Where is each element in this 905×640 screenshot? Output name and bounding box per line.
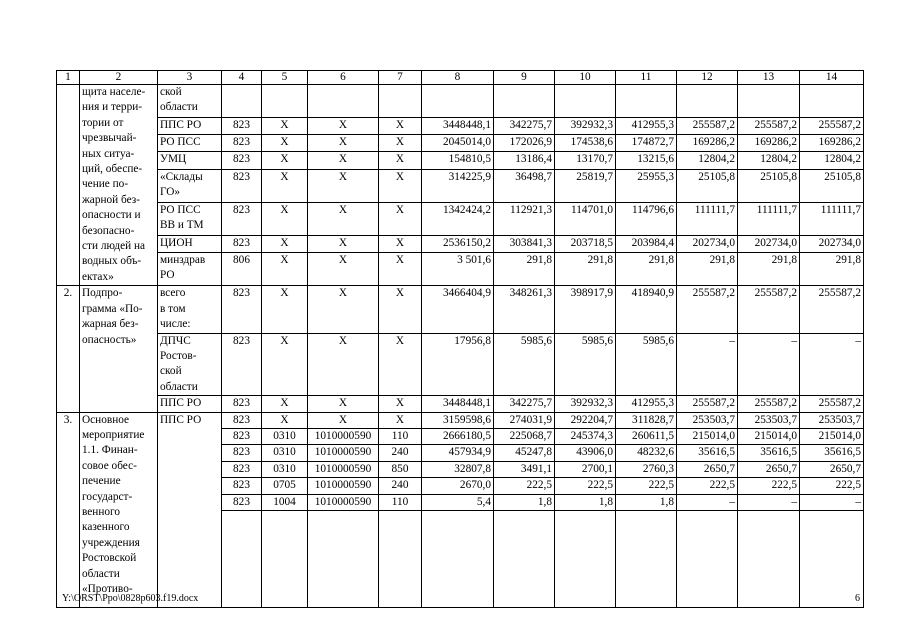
- table-cell-col4: 823: [222, 333, 262, 396]
- table-cell-col12: 111111,7: [677, 202, 738, 235]
- table-cell-col5: Х: [262, 253, 308, 286]
- table-cell-col4: 823: [222, 478, 262, 494]
- table-cell-col9: 1,8: [494, 494, 555, 510]
- table-cell-col8: 32807,8: [422, 461, 494, 477]
- table-cell-col9: 172026,9: [494, 135, 555, 152]
- table-cell-col9: [494, 85, 555, 118]
- table-cell-col4: 823: [222, 396, 262, 412]
- table-cell-col4: 823: [222, 118, 262, 135]
- program-name-cell: Основное мероприятие 1.1. Финан- совое обес- печение государст- венного казенного учреждения Ростовской области «Противо-: [80, 412, 158, 607]
- table-cell-col14: [800, 85, 864, 118]
- table-cell-col5: [262, 85, 308, 118]
- table-cell-col12: [677, 85, 738, 118]
- header-cell-5: 5: [262, 71, 308, 85]
- table-cell-col12: 169286,2: [677, 135, 738, 152]
- table-cell-col9: 291,8: [494, 253, 555, 286]
- table-cell-col14: 169286,2: [800, 135, 864, 152]
- table-cell-col10: 43906,0: [555, 445, 616, 461]
- table-cell-col12: 255587,2: [677, 118, 738, 135]
- table-cell-col5: 0310: [262, 445, 308, 461]
- document-path: Y:\ORST\Ppo\0828p603.f19.docx: [62, 593, 199, 604]
- table-cell-col4: [222, 510, 262, 607]
- table-cell-col10: [555, 510, 616, 607]
- header-cell-9: 9: [494, 71, 555, 85]
- table-cell-col7: Х: [379, 412, 422, 428]
- table-cell-col11: [616, 510, 677, 607]
- header-cell-14: 14: [800, 71, 864, 85]
- table-cell-col7: Х: [379, 152, 422, 169]
- table-cell-col5: 0705: [262, 478, 308, 494]
- table-cell-col5: Х: [262, 333, 308, 396]
- table-row: [57, 152, 864, 169]
- executor-cell: УМЦ: [158, 152, 222, 169]
- table-cell-col12: –: [677, 333, 738, 396]
- table-cell-col9: 13186,4: [494, 152, 555, 169]
- table-row: [57, 286, 864, 333]
- table-row: [57, 333, 864, 396]
- table-cell-col14: 255587,2: [800, 396, 864, 412]
- table-cell-col10: 1,8: [555, 494, 616, 510]
- table-cell-col8: 1342424,2: [422, 202, 494, 235]
- table-cell-col9: 342275,7: [494, 396, 555, 412]
- table-cell-col8: [422, 510, 494, 607]
- header-cell-1: 1: [57, 71, 80, 85]
- table-cell-col11: 2760,3: [616, 461, 677, 477]
- table-row: [57, 396, 864, 412]
- table-cell-col14: 255587,2: [800, 118, 864, 135]
- table-cell-col8: 3448448,1: [422, 396, 494, 412]
- table-cell-col8: [422, 85, 494, 118]
- table-cell-col7: Х: [379, 333, 422, 396]
- header-cell-11: 11: [616, 71, 677, 85]
- table-cell-col12: 35616,5: [677, 445, 738, 461]
- table-cell-col7: 110: [379, 428, 422, 444]
- table-cell-col8: 457934,9: [422, 445, 494, 461]
- table-cell-col12: 253503,7: [677, 412, 738, 428]
- header-cell-4: 4: [222, 71, 262, 85]
- row-number-cell: 2.: [57, 286, 80, 412]
- table-cell-col7: [379, 85, 422, 118]
- table-cell-col10: 292204,7: [555, 412, 616, 428]
- executor-cell: ЦИОН: [158, 235, 222, 252]
- table-cell-col8: 2666180,5: [422, 428, 494, 444]
- table-cell-col13: 35616,5: [738, 445, 800, 461]
- table-cell-col14: 25105,8: [800, 169, 864, 202]
- executor-cell: ППС РО: [158, 412, 222, 607]
- table-cell-col10: 398917,9: [555, 286, 616, 333]
- table-cell-col6: Х: [308, 333, 379, 396]
- table-cell-col12: 215014,0: [677, 428, 738, 444]
- table-cell-col13: 291,8: [738, 253, 800, 286]
- table-cell-col9: 274031,9: [494, 412, 555, 428]
- table-row: [57, 202, 864, 235]
- table-cell-col10: 2700,1: [555, 461, 616, 477]
- table-cell-col13: [738, 85, 800, 118]
- table-cell-col10: 5985,6: [555, 333, 616, 396]
- table-cell-col6: Х: [308, 152, 379, 169]
- table-cell-col13: 255587,2: [738, 118, 800, 135]
- table-cell-col8: 5,4: [422, 494, 494, 510]
- table-cell-col5: Х: [262, 412, 308, 428]
- table-cell-col12: 25105,8: [677, 169, 738, 202]
- table-cell-col11: 5985,6: [616, 333, 677, 396]
- table-cell-col13: –: [738, 333, 800, 396]
- table-cell-col11: 291,8: [616, 253, 677, 286]
- table-cell-col6: 1010000590: [308, 428, 379, 444]
- table-cell-col6: 1010000590: [308, 445, 379, 461]
- table-cell-col13: 255587,2: [738, 286, 800, 333]
- table-cell-col10: 245374,3: [555, 428, 616, 444]
- table-cell-col13: 12804,2: [738, 152, 800, 169]
- table-cell-col10: 392932,3: [555, 396, 616, 412]
- table-cell-col10: 25819,7: [555, 169, 616, 202]
- table-cell-col14: 2650,7: [800, 461, 864, 477]
- table-cell-col11: 418940,9: [616, 286, 677, 333]
- page-number: 6: [855, 593, 860, 604]
- table-cell-col4: 823: [222, 135, 262, 152]
- table-cell-col9: 112921,3: [494, 202, 555, 235]
- table-cell-col11: [616, 85, 677, 118]
- table-cell-col5: Х: [262, 235, 308, 252]
- table-cell-col5: Х: [262, 169, 308, 202]
- table-cell-col6: 1010000590: [308, 478, 379, 494]
- table-cell-col5: Х: [262, 396, 308, 412]
- header-cell-3: 3: [158, 71, 222, 85]
- table-cell-col4: 823: [222, 169, 262, 202]
- header-cell-7: 7: [379, 71, 422, 85]
- table-cell-col13: 25105,8: [738, 169, 800, 202]
- row-number-cell: [57, 85, 80, 286]
- table-cell-col9: 303841,3: [494, 235, 555, 252]
- table-cell-col5: 1004: [262, 494, 308, 510]
- table-cell-col12: 222,5: [677, 478, 738, 494]
- table-cell-col8: 17956,8: [422, 333, 494, 396]
- table-cell-col6: Х: [308, 118, 379, 135]
- table-cell-col7: 240: [379, 445, 422, 461]
- table-cell-col11: 1,8: [616, 494, 677, 510]
- table-cell-col7: [379, 510, 422, 607]
- table-cell-col7: Х: [379, 118, 422, 135]
- executor-cell: РО ПСС ВВ и ТМ: [158, 202, 222, 235]
- executor-cell: всего в том числе:: [158, 286, 222, 333]
- executor-cell: ППС РО: [158, 118, 222, 135]
- executor-cell: ППС РО: [158, 396, 222, 412]
- table-cell-col10: 114701,0: [555, 202, 616, 235]
- table-cell-col5: 0310: [262, 428, 308, 444]
- table-cell-col9: 348261,3: [494, 286, 555, 333]
- executor-cell: РО ПСС: [158, 135, 222, 152]
- table-cell-col4: 823: [222, 202, 262, 235]
- header-cell-8: 8: [422, 71, 494, 85]
- table-cell-col7: Х: [379, 235, 422, 252]
- table-cell-col12: 255587,2: [677, 396, 738, 412]
- table-cell-col9: 222,5: [494, 478, 555, 494]
- table-cell-col7: 240: [379, 478, 422, 494]
- executor-cell: ДПЧС Ростов- ской области: [158, 333, 222, 396]
- table-cell-col8: 3448448,1: [422, 118, 494, 135]
- table-cell-col12: 202734,0: [677, 235, 738, 252]
- table-cell-col4: 823: [222, 152, 262, 169]
- table-cell-col6: 1010000590: [308, 494, 379, 510]
- header-cell-2: 2: [80, 71, 158, 85]
- table-cell-col14: –: [800, 494, 864, 510]
- table-cell-col8: 3159598,6: [422, 412, 494, 428]
- table-cell-col11: 13215,6: [616, 152, 677, 169]
- table-cell-col11: 222,5: [616, 478, 677, 494]
- table-cell-col6: Х: [308, 412, 379, 428]
- table-cell-col9: 5985,6: [494, 333, 555, 396]
- header-cell-10: 10: [555, 71, 616, 85]
- table-cell-col9: 36498,7: [494, 169, 555, 202]
- header-cell-13: 13: [738, 71, 800, 85]
- table-cell-col9: 3491,1: [494, 461, 555, 477]
- table-cell-col6: [308, 510, 379, 607]
- table-cell-col5: Х: [262, 118, 308, 135]
- table-cell-col13: 202734,0: [738, 235, 800, 252]
- table-row: [57, 85, 864, 118]
- table-cell-col10: [555, 85, 616, 118]
- table-cell-col7: Х: [379, 286, 422, 333]
- table-cell-col8: 314225,9: [422, 169, 494, 202]
- table-cell-col5: [262, 510, 308, 607]
- table-cell-col6: Х: [308, 235, 379, 252]
- table-cell-col6: Х: [308, 396, 379, 412]
- table-cell-col6: Х: [308, 135, 379, 152]
- table-cell-col10: 392932,3: [555, 118, 616, 135]
- table-cell-col13: [738, 510, 800, 607]
- table-cell-col9: 225068,7: [494, 428, 555, 444]
- table-cell-col14: 253503,7: [800, 412, 864, 428]
- table-cell-col4: 823: [222, 445, 262, 461]
- table-cell-col14: 202734,0: [800, 235, 864, 252]
- table-cell-col10: 13170,7: [555, 152, 616, 169]
- executor-cell: ской области: [158, 85, 222, 118]
- table-cell-col5: Х: [262, 135, 308, 152]
- table-cell-col12: 255587,2: [677, 286, 738, 333]
- table-row: [57, 253, 864, 286]
- table-cell-col13: 255587,2: [738, 396, 800, 412]
- table-cell-col10: 291,8: [555, 253, 616, 286]
- table-cell-col4: 823: [222, 461, 262, 477]
- table-cell-col4: 823: [222, 286, 262, 333]
- table-row: [57, 169, 864, 202]
- table-cell-col12: 291,8: [677, 253, 738, 286]
- table-cell-col5: Х: [262, 286, 308, 333]
- header-cell-12: 12: [677, 71, 738, 85]
- table-cell-col12: 2650,7: [677, 461, 738, 477]
- header-cell-6: 6: [308, 71, 379, 85]
- budget-table: [56, 70, 864, 608]
- table-cell-col6: Х: [308, 202, 379, 235]
- table-cell-col13: –: [738, 494, 800, 510]
- table-cell-col4: 823: [222, 235, 262, 252]
- table-cell-col11: 412955,3: [616, 396, 677, 412]
- table-row: [57, 118, 864, 135]
- table-cell-col14: 111111,7: [800, 202, 864, 235]
- table-cell-col14: –: [800, 333, 864, 396]
- table-cell-col9: [494, 510, 555, 607]
- table-cell-col14: 215014,0: [800, 428, 864, 444]
- table-cell-col10: 174538,6: [555, 135, 616, 152]
- table-cell-col9: 45247,8: [494, 445, 555, 461]
- table-cell-col5: Х: [262, 152, 308, 169]
- table-cell-col14: 222,5: [800, 478, 864, 494]
- table-cell-col7: Х: [379, 396, 422, 412]
- table-cell-col6: [308, 85, 379, 118]
- table-cell-col9: 342275,7: [494, 118, 555, 135]
- table-cell-col10: 222,5: [555, 478, 616, 494]
- table-cell-col14: 255587,2: [800, 286, 864, 333]
- table-cell-col13: 222,5: [738, 478, 800, 494]
- table-cell-col6: Х: [308, 286, 379, 333]
- header-row: [57, 71, 864, 85]
- table-cell-col8: 2045014,0: [422, 135, 494, 152]
- table-cell-col11: 48232,6: [616, 445, 677, 461]
- table-cell-col4: 806: [222, 253, 262, 286]
- executor-cell: «Склады ГО»: [158, 169, 222, 202]
- table-cell-col7: Х: [379, 253, 422, 286]
- table-cell-col8: 154810,5: [422, 152, 494, 169]
- table-cell-col12: 12804,2: [677, 152, 738, 169]
- table-cell-col5: 0310: [262, 461, 308, 477]
- table-cell-col5: Х: [262, 202, 308, 235]
- table-cell-col11: 114796,6: [616, 202, 677, 235]
- executor-cell: минздрав РО: [158, 253, 222, 286]
- table-cell-col8: 2536150,2: [422, 235, 494, 252]
- table-cell-col6: Х: [308, 169, 379, 202]
- row-number-cell: 3.: [57, 412, 80, 607]
- table-cell-col4: 823: [222, 412, 262, 428]
- table-cell-col13: 2650,7: [738, 461, 800, 477]
- table-cell-col14: 35616,5: [800, 445, 864, 461]
- table-cell-col6: Х: [308, 253, 379, 286]
- table-cell-col11: 174872,7: [616, 135, 677, 152]
- table-cell-col8: 2670,0: [422, 478, 494, 494]
- table-cell-col11: 412955,3: [616, 118, 677, 135]
- table-cell-col10: 203718,5: [555, 235, 616, 252]
- table-cell-col4: 823: [222, 428, 262, 444]
- table-cell-col7: 110: [379, 494, 422, 510]
- table-cell-col11: 311828,7: [616, 412, 677, 428]
- table-cell-col11: 260611,5: [616, 428, 677, 444]
- table-cell-col13: 215014,0: [738, 428, 800, 444]
- table-row: [57, 235, 864, 252]
- table-cell-col12: –: [677, 494, 738, 510]
- table-cell-col12: [677, 510, 738, 607]
- table-cell-col6: 1010000590: [308, 461, 379, 477]
- table-cell-col8: 3 501,6: [422, 253, 494, 286]
- table-cell-col7: Х: [379, 202, 422, 235]
- program-name-cell: Подпро- грамма «По- жарная без- опасность»: [80, 286, 158, 412]
- table-cell-col4: [222, 85, 262, 118]
- table-cell-col7: 850: [379, 461, 422, 477]
- table-cell-col14: 12804,2: [800, 152, 864, 169]
- table-cell-col11: 203984,4: [616, 235, 677, 252]
- table-cell-col11: 25955,3: [616, 169, 677, 202]
- table-cell-col13: 253503,7: [738, 412, 800, 428]
- table-cell-col8: 3466404,9: [422, 286, 494, 333]
- table-cell-col4: 823: [222, 494, 262, 510]
- table-cell-col14: [800, 510, 864, 607]
- program-name-cell: щита населе- ния и терри- тории от чрезвычай- ных ситуа- ций, обеспе- чение по- жарной без- опасности и безопасно- сти людей на водных объ- ектах»: [80, 85, 158, 286]
- table-cell-col7: Х: [379, 169, 422, 202]
- table-cell-col7: Х: [379, 135, 422, 152]
- table-cell-col14: 291,8: [800, 253, 864, 286]
- table-cell-col13: 169286,2: [738, 135, 800, 152]
- table-row: [57, 135, 864, 152]
- table-cell-col13: 111111,7: [738, 202, 800, 235]
- table-row: [57, 412, 864, 428]
